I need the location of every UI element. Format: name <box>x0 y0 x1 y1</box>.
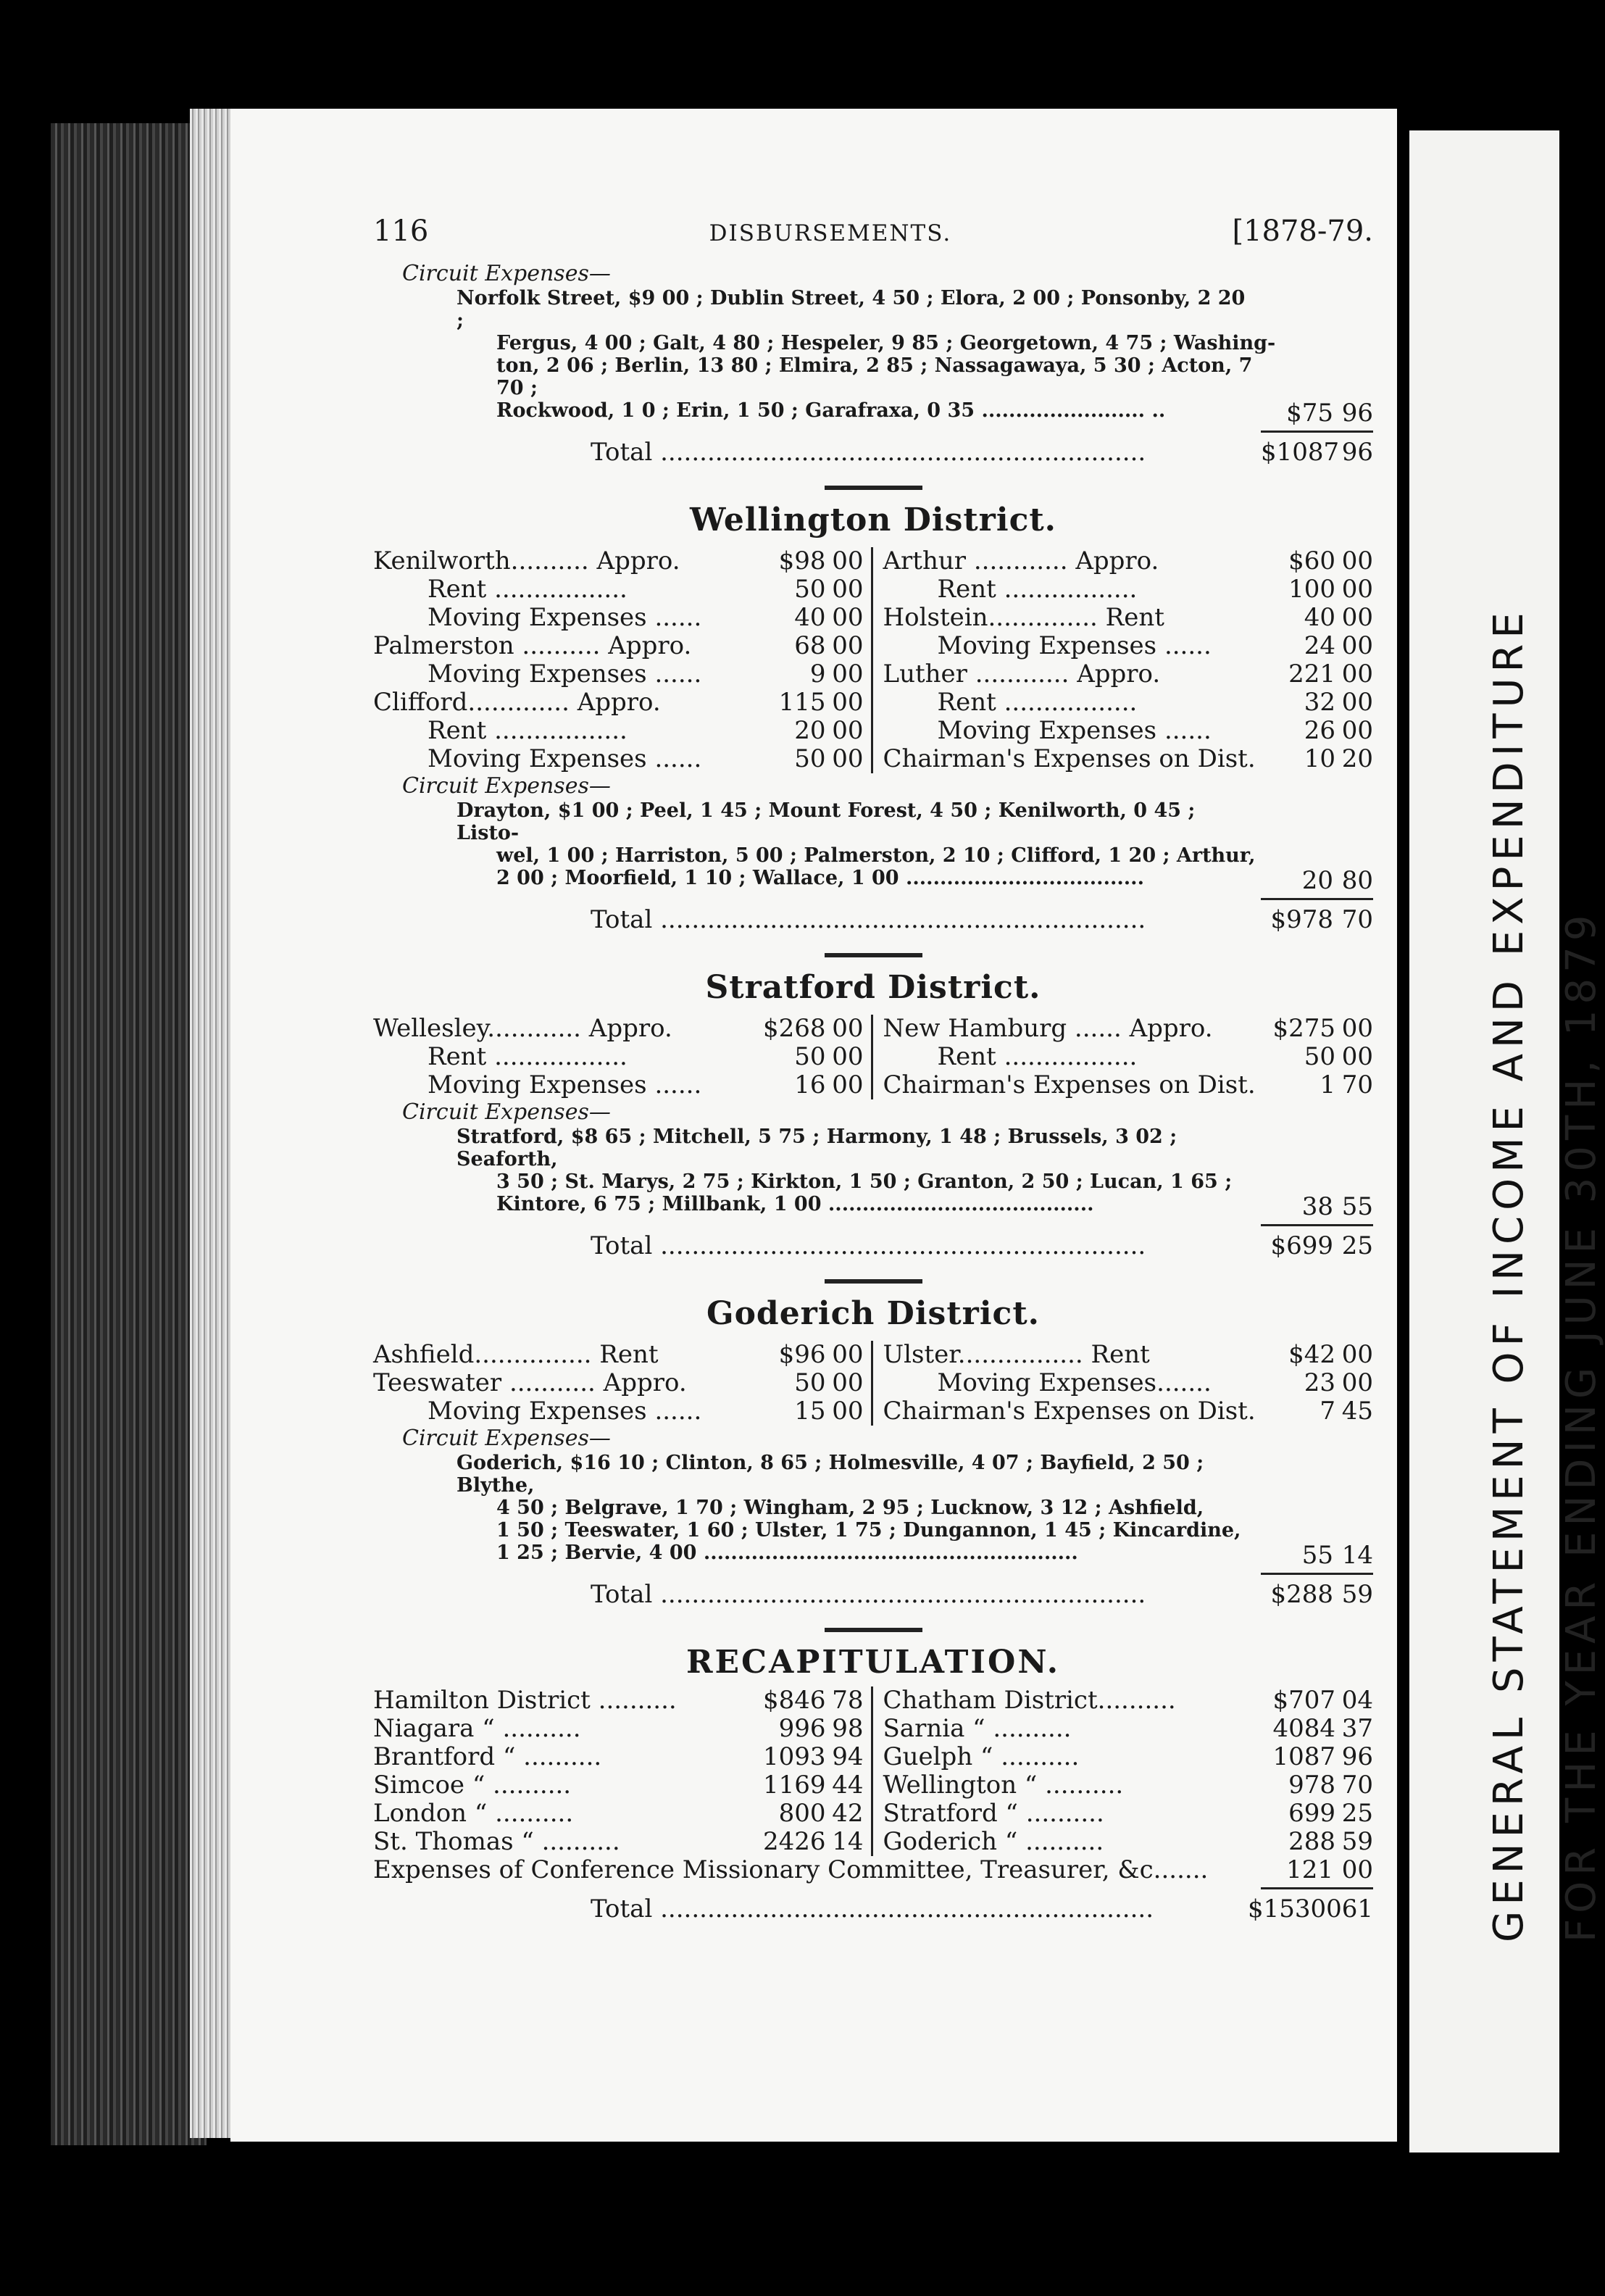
amount-cents: 00 <box>1341 1340 1373 1369</box>
row-label: Luther ............ Appro. <box>883 660 1161 689</box>
ledger-row <box>373 1071 864 1099</box>
circuit-line-with-amount <box>373 867 1373 895</box>
total-row <box>591 438 1373 467</box>
row-amount <box>1263 717 1373 745</box>
amount-cents: 00 <box>832 1368 864 1397</box>
amount-cents: 37 <box>1341 1714 1373 1743</box>
amount-cents: 00 <box>832 1340 864 1369</box>
page-content <box>373 217 1373 1923</box>
ledger-row <box>883 1800 1374 1828</box>
row-amount <box>1263 1397 1373 1426</box>
ledger-row <box>883 1043 1374 1071</box>
total-dollars: $15300 <box>1247 1894 1342 1923</box>
row-label: Hamilton District .......... <box>373 1686 677 1715</box>
ledger-row <box>373 745 864 773</box>
amount-dollars: $42 <box>1288 1340 1335 1369</box>
amount-cents: 25 <box>1341 1799 1373 1828</box>
row-amount <box>754 1071 864 1099</box>
row-amount <box>754 1686 864 1715</box>
row-label: Kenilworth.......... Appro. <box>373 546 680 575</box>
expenses-row <box>373 1856 1373 1884</box>
amount-cents: 55 <box>1341 1192 1373 1221</box>
sum-rule <box>1261 1224 1373 1226</box>
section-separator <box>825 953 922 957</box>
row-amount <box>754 1771 864 1800</box>
left-column <box>373 1015 873 1099</box>
page-title: DISBURSEMENTS. <box>709 220 952 246</box>
row-label: Niagara “ .......... <box>373 1714 581 1743</box>
row-amount <box>1263 745 1373 773</box>
row-label: Chairman's Expenses on Dist. <box>883 1070 1256 1099</box>
amount-dollars: $98 <box>778 546 826 575</box>
amount-dollars: 20 <box>1301 866 1333 895</box>
row-label: Guelph “ .......... <box>883 1742 1080 1771</box>
row-amount <box>1263 1071 1373 1099</box>
amount-dollars: 9 <box>809 660 826 689</box>
amount-cents: 00 <box>832 744 864 773</box>
left-column <box>373 1341 873 1426</box>
amount-dollars: 40 <box>1304 603 1335 632</box>
amount-dollars: 32 <box>1304 688 1335 717</box>
row-amount <box>1263 660 1373 689</box>
ledger-row <box>373 1715 864 1743</box>
amount-cents: 44 <box>832 1771 864 1800</box>
ledger-row <box>373 547 864 575</box>
row-amount <box>754 547 864 575</box>
amount-dollars: 115 <box>778 688 826 717</box>
row-label: Rent ................. <box>937 688 1138 717</box>
recap-title: RECAPITULATION. <box>685 1644 1061 1681</box>
amount-cents: 00 <box>1341 631 1373 660</box>
ledger-row <box>373 717 864 745</box>
ledger-row <box>883 660 1374 689</box>
row-label: Ashfield............... Rent <box>373 1340 659 1369</box>
amount-dollars: 978 <box>1288 1771 1335 1800</box>
left-column <box>373 1686 873 1856</box>
sum-rule <box>1261 1887 1373 1889</box>
amount-dollars: 699 <box>1288 1799 1335 1828</box>
right-column <box>873 547 1374 773</box>
row-label: London “ .......... <box>373 1799 574 1828</box>
circuit-line: Kintore, 6 75 ; Millbank, 1 00 ....................................... <box>496 1193 1094 1215</box>
row-amount <box>754 1800 864 1828</box>
row-label: Moving Expenses....... <box>937 1368 1212 1397</box>
total-cents: 59 <box>1341 1580 1373 1609</box>
amount-dollars: 40 <box>794 603 826 632</box>
row-amount <box>1263 1043 1373 1071</box>
page-edges <box>190 109 233 2138</box>
amount-cents: 00 <box>832 688 864 717</box>
amount-dollars: 55 <box>1301 1541 1333 1570</box>
amount-dollars: 24 <box>1304 631 1335 660</box>
ledger-row <box>883 745 1374 773</box>
ledger-row <box>373 1743 864 1771</box>
total-row <box>591 1581 1373 1609</box>
ledger-row <box>373 604 864 632</box>
ledger-row <box>373 632 864 660</box>
row-amount <box>1263 547 1373 575</box>
guelph-circuit-section <box>373 261 1373 467</box>
ledger-row <box>373 689 864 717</box>
circuit-line-with-amount <box>373 399 1373 428</box>
amount-dollars: 50 <box>1304 1042 1335 1071</box>
amount-cents: 78 <box>832 1686 864 1715</box>
row-amount <box>1263 1743 1373 1771</box>
amount-dollars: 7 <box>1320 1397 1335 1426</box>
amount-cents: 42 <box>832 1799 864 1828</box>
section-separator <box>825 486 922 490</box>
row-amount <box>1263 689 1373 717</box>
district-title: Stratford District. <box>705 969 1041 1006</box>
row-amount <box>754 1828 864 1856</box>
amount-cents: 00 <box>832 1014 864 1043</box>
amount-cents: 00 <box>1341 575 1373 604</box>
amount-cents: 00 <box>832 716 864 745</box>
ledger-row <box>373 1686 864 1715</box>
amount-dollars: 1087 <box>1272 1742 1335 1771</box>
sum-rule <box>1261 430 1373 433</box>
expenses-label: Expenses of Conference Missionary Committee, Treasurer, &c....... <box>373 1855 1209 1884</box>
total-dollars: $978 <box>1270 905 1333 934</box>
row-amount <box>754 1341 864 1369</box>
row-amount <box>1263 1828 1373 1856</box>
row-label: Chatham District.......... <box>883 1686 1176 1715</box>
ledger-row <box>883 1686 1374 1715</box>
amount-dollars: 50 <box>794 744 826 773</box>
amount-cents: 00 <box>1341 603 1373 632</box>
row-amount <box>1263 1800 1373 1828</box>
amount-cents: 00 <box>1341 1042 1373 1071</box>
circuit-line: Norfolk Street, $9 00 ; Dublin Street, 4 50 ; Elora, 2 00 ; Ponsonby, 2 20 ; <box>457 287 1246 332</box>
circuit-line: 1 50 ; Teeswater, 1 60 ; Ulster, 1 75 ; Dungannon, 1 45 ; Kincardine, <box>496 1519 1241 1542</box>
amount-dollars: 50 <box>794 1042 826 1071</box>
amount-dollars: 996 <box>778 1714 826 1743</box>
row-amount <box>1263 604 1373 632</box>
amount-cents: 14 <box>832 1827 864 1856</box>
ledger-row <box>373 1043 864 1071</box>
total-label: Total .............................................................. <box>591 905 1146 934</box>
ledger-row <box>883 689 1374 717</box>
district-title: Goderich District. <box>706 1295 1040 1332</box>
total-dollars: $699 <box>1270 1231 1333 1260</box>
ledger-row <box>373 1341 864 1369</box>
total-dollars: $1087 <box>1261 438 1340 467</box>
ledger-row <box>883 575 1374 604</box>
row-amount <box>1263 1341 1373 1369</box>
grand-total-row <box>591 1895 1373 1923</box>
amount-dollars: 100 <box>1288 575 1335 604</box>
amount-cents: 14 <box>1341 1541 1373 1570</box>
row-amount <box>754 1369 864 1397</box>
circuit-line: 4 50 ; Belgrave, 1 70 ; Wingham, 2 95 ; Lucknow, 3 12 ; Ashfield, <box>496 1497 1204 1519</box>
amount-dollars: 4084 <box>1272 1714 1335 1743</box>
row-amount <box>754 1043 864 1071</box>
row-label: Brantford “ .......... <box>373 1742 602 1771</box>
amount-dollars: 26 <box>1304 716 1335 745</box>
circuit-line: Rockwood, 1 0 ; Erin, 1 50 ; Garafraxa, 0 35 ........................ .. <box>496 399 1166 422</box>
section-separator <box>825 1628 922 1632</box>
total-cents: 96 <box>1341 438 1373 467</box>
ledger-row <box>883 1071 1374 1099</box>
row-label: Moving Expenses ...... <box>937 716 1212 745</box>
amount-cents: 00 <box>832 660 864 689</box>
amount-dollars: 10 <box>1304 744 1335 773</box>
facing-page <box>1409 130 1605 2152</box>
row-label: Teeswater ........... Appro. <box>373 1368 687 1397</box>
page-number: 116 <box>373 215 429 248</box>
row-amount <box>1263 1771 1373 1800</box>
row-label: Moving Expenses ...... <box>428 603 702 632</box>
amount-cents: 00 <box>1341 1368 1373 1397</box>
sum-rule <box>1261 898 1373 900</box>
wellington-table <box>373 547 1373 773</box>
row-label: Chairman's Expenses on Dist. <box>883 1397 1256 1426</box>
row-amount <box>754 660 864 689</box>
amount-dollars: 1093 <box>762 1742 826 1771</box>
goderich-table <box>373 1341 1373 1426</box>
ledger-row <box>883 1828 1374 1856</box>
facing-page-subtitle: FOR THE YEAR ENDING JUNE 30TH, 1879 <box>1558 909 1605 1942</box>
row-amount <box>754 604 864 632</box>
row-amount <box>754 575 864 604</box>
amount-dollars: $268 <box>762 1014 826 1043</box>
ledger-row <box>883 1341 1374 1369</box>
amount-dollars: $75 <box>1286 399 1333 428</box>
ledger-row <box>883 1369 1374 1397</box>
total-label: Total ............................................................... <box>591 1894 1154 1923</box>
ledger-row <box>373 1800 864 1828</box>
amount-cents: 00 <box>1341 716 1373 745</box>
circuit-label: Circuit Expenses— <box>402 261 611 286</box>
amount-dollars: 20 <box>794 716 826 745</box>
amount-dollars: 1169 <box>762 1771 826 1800</box>
circuit-label: Circuit Expenses— <box>402 1426 611 1451</box>
ledger-row <box>373 1369 864 1397</box>
row-amount <box>754 745 864 773</box>
ledger-row <box>883 1015 1374 1043</box>
amount-dollars: 16 <box>794 1070 826 1099</box>
row-label: Simcoe “ .......... <box>373 1771 572 1800</box>
circuit-line-with-amount <box>373 1542 1373 1570</box>
row-amount <box>754 717 864 745</box>
amount-dollars: $60 <box>1288 546 1335 575</box>
amount-dollars: 2426 <box>762 1827 826 1856</box>
ledger-row <box>883 632 1374 660</box>
amount-cents: 00 <box>832 546 864 575</box>
amount-cents: 00 <box>832 1042 864 1071</box>
amount-cents: 00 <box>1341 546 1373 575</box>
row-label: Wellesley............ Appro. <box>373 1014 672 1043</box>
ledger-row <box>883 547 1374 575</box>
row-amount <box>1263 1369 1373 1397</box>
amount-cents: 00 <box>1341 1855 1373 1884</box>
amount-cents: 20 <box>1341 744 1373 773</box>
row-label: Stratford “ .......... <box>883 1799 1104 1828</box>
row-label: Chairman's Expenses on Dist. <box>883 744 1256 773</box>
amount-cents: 00 <box>832 603 864 632</box>
amount-cents: 00 <box>1341 660 1373 689</box>
amount-dollars: $707 <box>1272 1686 1335 1715</box>
row-label: Sarnia “ .......... <box>883 1714 1072 1743</box>
circuit-line: Drayton, $1 00 ; Peel, 1 45 ; Mount Forest, 4 50 ; Kenilworth, 0 45 ; Listo- <box>457 799 1196 844</box>
row-label: Arthur ............ Appro. <box>883 546 1159 575</box>
amount-dollars: $275 <box>1272 1014 1335 1043</box>
row-label: Goderich “ .......... <box>883 1827 1104 1856</box>
circuit-label: Circuit Expenses— <box>402 1099 611 1125</box>
ledger-row <box>373 1015 864 1043</box>
amount-dollars: 15 <box>794 1397 826 1426</box>
row-amount <box>754 632 864 660</box>
amount-cents: 80 <box>1341 866 1373 895</box>
amount-cents: 98 <box>832 1714 864 1743</box>
right-column <box>873 1015 1374 1099</box>
amount-dollars: 68 <box>794 631 826 660</box>
circuit-line: 3 50 ; St. Marys, 2 75 ; Kirkton, 1 50 ; Granton, 2 50 ; Lucan, 1 65 ; <box>496 1170 1233 1193</box>
amount-dollars: 221 <box>1288 660 1335 689</box>
row-amount <box>1263 632 1373 660</box>
row-label: Rent ................. <box>937 1042 1138 1071</box>
amount-dollars: 800 <box>778 1799 826 1828</box>
total-cents: 70 <box>1341 905 1373 934</box>
ledger-row <box>373 660 864 689</box>
total-label: Total .............................................................. <box>591 438 1146 467</box>
circuit-line: Goderich, $16 10 ; Clinton, 8 65 ; Holmesville, 4 07 ; Bayfield, 2 50 ; Blythe, <box>457 1452 1204 1497</box>
ledger-row <box>373 1397 864 1426</box>
circuit-line: Stratford, $8 65 ; Mitchell, 5 75 ; Harmony, 1 48 ; Brussels, 3 02 ; Seaforth, <box>457 1126 1177 1170</box>
amount-dollars: 50 <box>794 575 826 604</box>
row-label: Rent ................. <box>428 716 628 745</box>
circuit-line-with-amount <box>373 1193 1373 1221</box>
amount-dollars: 121 <box>1286 1855 1333 1884</box>
amount-dollars: 288 <box>1288 1827 1335 1856</box>
ledger-row <box>883 1743 1374 1771</box>
row-amount <box>1263 1686 1373 1715</box>
amount-dollars: $846 <box>762 1686 826 1715</box>
row-label: Moving Expenses ...... <box>937 631 1212 660</box>
circuit-line: 2 00 ; Moorfield, 1 10 ; Wallace, 1 00 ................................... <box>496 867 1144 889</box>
circuit-line: Fergus, 4 00 ; Galt, 4 80 ; Hespeler, 9 85 ; Georgetown, 4 75 ; Washing- <box>496 332 1276 354</box>
ledger-row <box>883 1771 1374 1800</box>
ledger-row <box>883 1397 1374 1426</box>
amount-cents: 45 <box>1341 1397 1373 1426</box>
total-cents: 25 <box>1341 1231 1373 1260</box>
right-column <box>873 1686 1374 1856</box>
amount-cents: 00 <box>832 1070 864 1099</box>
recap-table <box>373 1686 1373 1856</box>
total-row <box>591 906 1373 934</box>
right-column <box>873 1341 1374 1426</box>
amount-cents: 70 <box>1341 1070 1373 1099</box>
row-amount <box>1263 575 1373 604</box>
row-label: Clifford............. Appro. <box>373 688 661 717</box>
row-amount <box>754 1715 864 1743</box>
circuit-line: ton, 2 06 ; Berlin, 13 80 ; Elmira, 2 85 ; Nassagawaya, 5 30 ; Acton, 7 70 ; <box>496 354 1253 399</box>
row-label: Rent ................. <box>428 1042 628 1071</box>
amount-dollars: 23 <box>1304 1368 1335 1397</box>
row-amount <box>754 1397 864 1426</box>
circuit-line: 1 25 ; Bervie, 4 00 ....................................................... <box>496 1542 1078 1564</box>
row-amount <box>1263 1015 1373 1043</box>
row-amount <box>754 689 864 717</box>
amount-cents: 59 <box>1341 1827 1373 1856</box>
amount-cents: 00 <box>832 1397 864 1426</box>
row-amount <box>1263 1715 1373 1743</box>
row-label: St. Thomas “ .......... <box>373 1827 620 1856</box>
left-column <box>373 547 873 773</box>
amount-cents: 00 <box>1341 688 1373 717</box>
row-amount <box>754 1743 864 1771</box>
row-label: Ulster................ Rent <box>883 1340 1150 1369</box>
row-label: Rent ................. <box>937 575 1138 604</box>
amount-dollars: 38 <box>1301 1192 1333 1221</box>
row-label: Moving Expenses ...... <box>428 1070 702 1099</box>
row-label: Rent ................. <box>428 575 628 604</box>
row-amount <box>754 1015 864 1043</box>
ledger-row <box>883 604 1374 632</box>
total-cents: 61 <box>1341 1894 1373 1923</box>
facing-page-title: GENERAL STATEMENT OF INCOME AND EXPENDITURE <box>1485 607 1533 1942</box>
ledger-row <box>883 717 1374 745</box>
amount-cents: 96 <box>1341 399 1373 428</box>
ledger-row <box>373 1828 864 1856</box>
amount-cents: 00 <box>1341 1014 1373 1043</box>
row-label: New Hamburg ...... Appro. <box>883 1014 1213 1043</box>
book-fore-edge <box>51 123 207 2145</box>
amount-cents: 00 <box>832 631 864 660</box>
year-range: [1878-79. <box>1232 215 1373 248</box>
section-separator <box>825 1279 922 1284</box>
row-label: Wellington “ .......... <box>883 1771 1124 1800</box>
amount-dollars: $96 <box>778 1340 826 1369</box>
total-row <box>591 1232 1373 1260</box>
ledger-row <box>373 575 864 604</box>
amount-dollars: 50 <box>794 1368 826 1397</box>
amount-cents: 96 <box>1341 1742 1373 1771</box>
row-label: Moving Expenses ...... <box>428 744 702 773</box>
row-label: Moving Expenses ...... <box>428 660 702 689</box>
stratford-table <box>373 1015 1373 1099</box>
amount-cents: 94 <box>832 1742 864 1771</box>
amount-cents: 00 <box>832 575 864 604</box>
row-label: Palmerston .......... Appro. <box>373 631 692 660</box>
sum-rule <box>1261 1573 1373 1575</box>
circuit-label: Circuit Expenses— <box>402 773 611 799</box>
total-label: Total .............................................................. <box>591 1231 1146 1260</box>
amount-dollars: 1 <box>1320 1070 1335 1099</box>
ledger-row <box>883 1715 1374 1743</box>
ledger-row <box>373 1771 864 1800</box>
amount-cents: 04 <box>1341 1686 1373 1715</box>
total-label: Total .............................................................. <box>591 1580 1146 1609</box>
row-label: Moving Expenses ...... <box>428 1397 702 1426</box>
row-label: Holstein.............. Rent <box>883 603 1164 632</box>
district-title: Wellington District. <box>690 502 1056 538</box>
amount-cents: 70 <box>1341 1771 1373 1800</box>
running-header <box>373 217 1373 261</box>
total-dollars: $288 <box>1270 1580 1333 1609</box>
circuit-line: wel, 1 00 ; Harriston, 5 00 ; Palmerston, 2 10 ; Clifford, 1 20 ; Arthur, <box>496 844 1256 867</box>
